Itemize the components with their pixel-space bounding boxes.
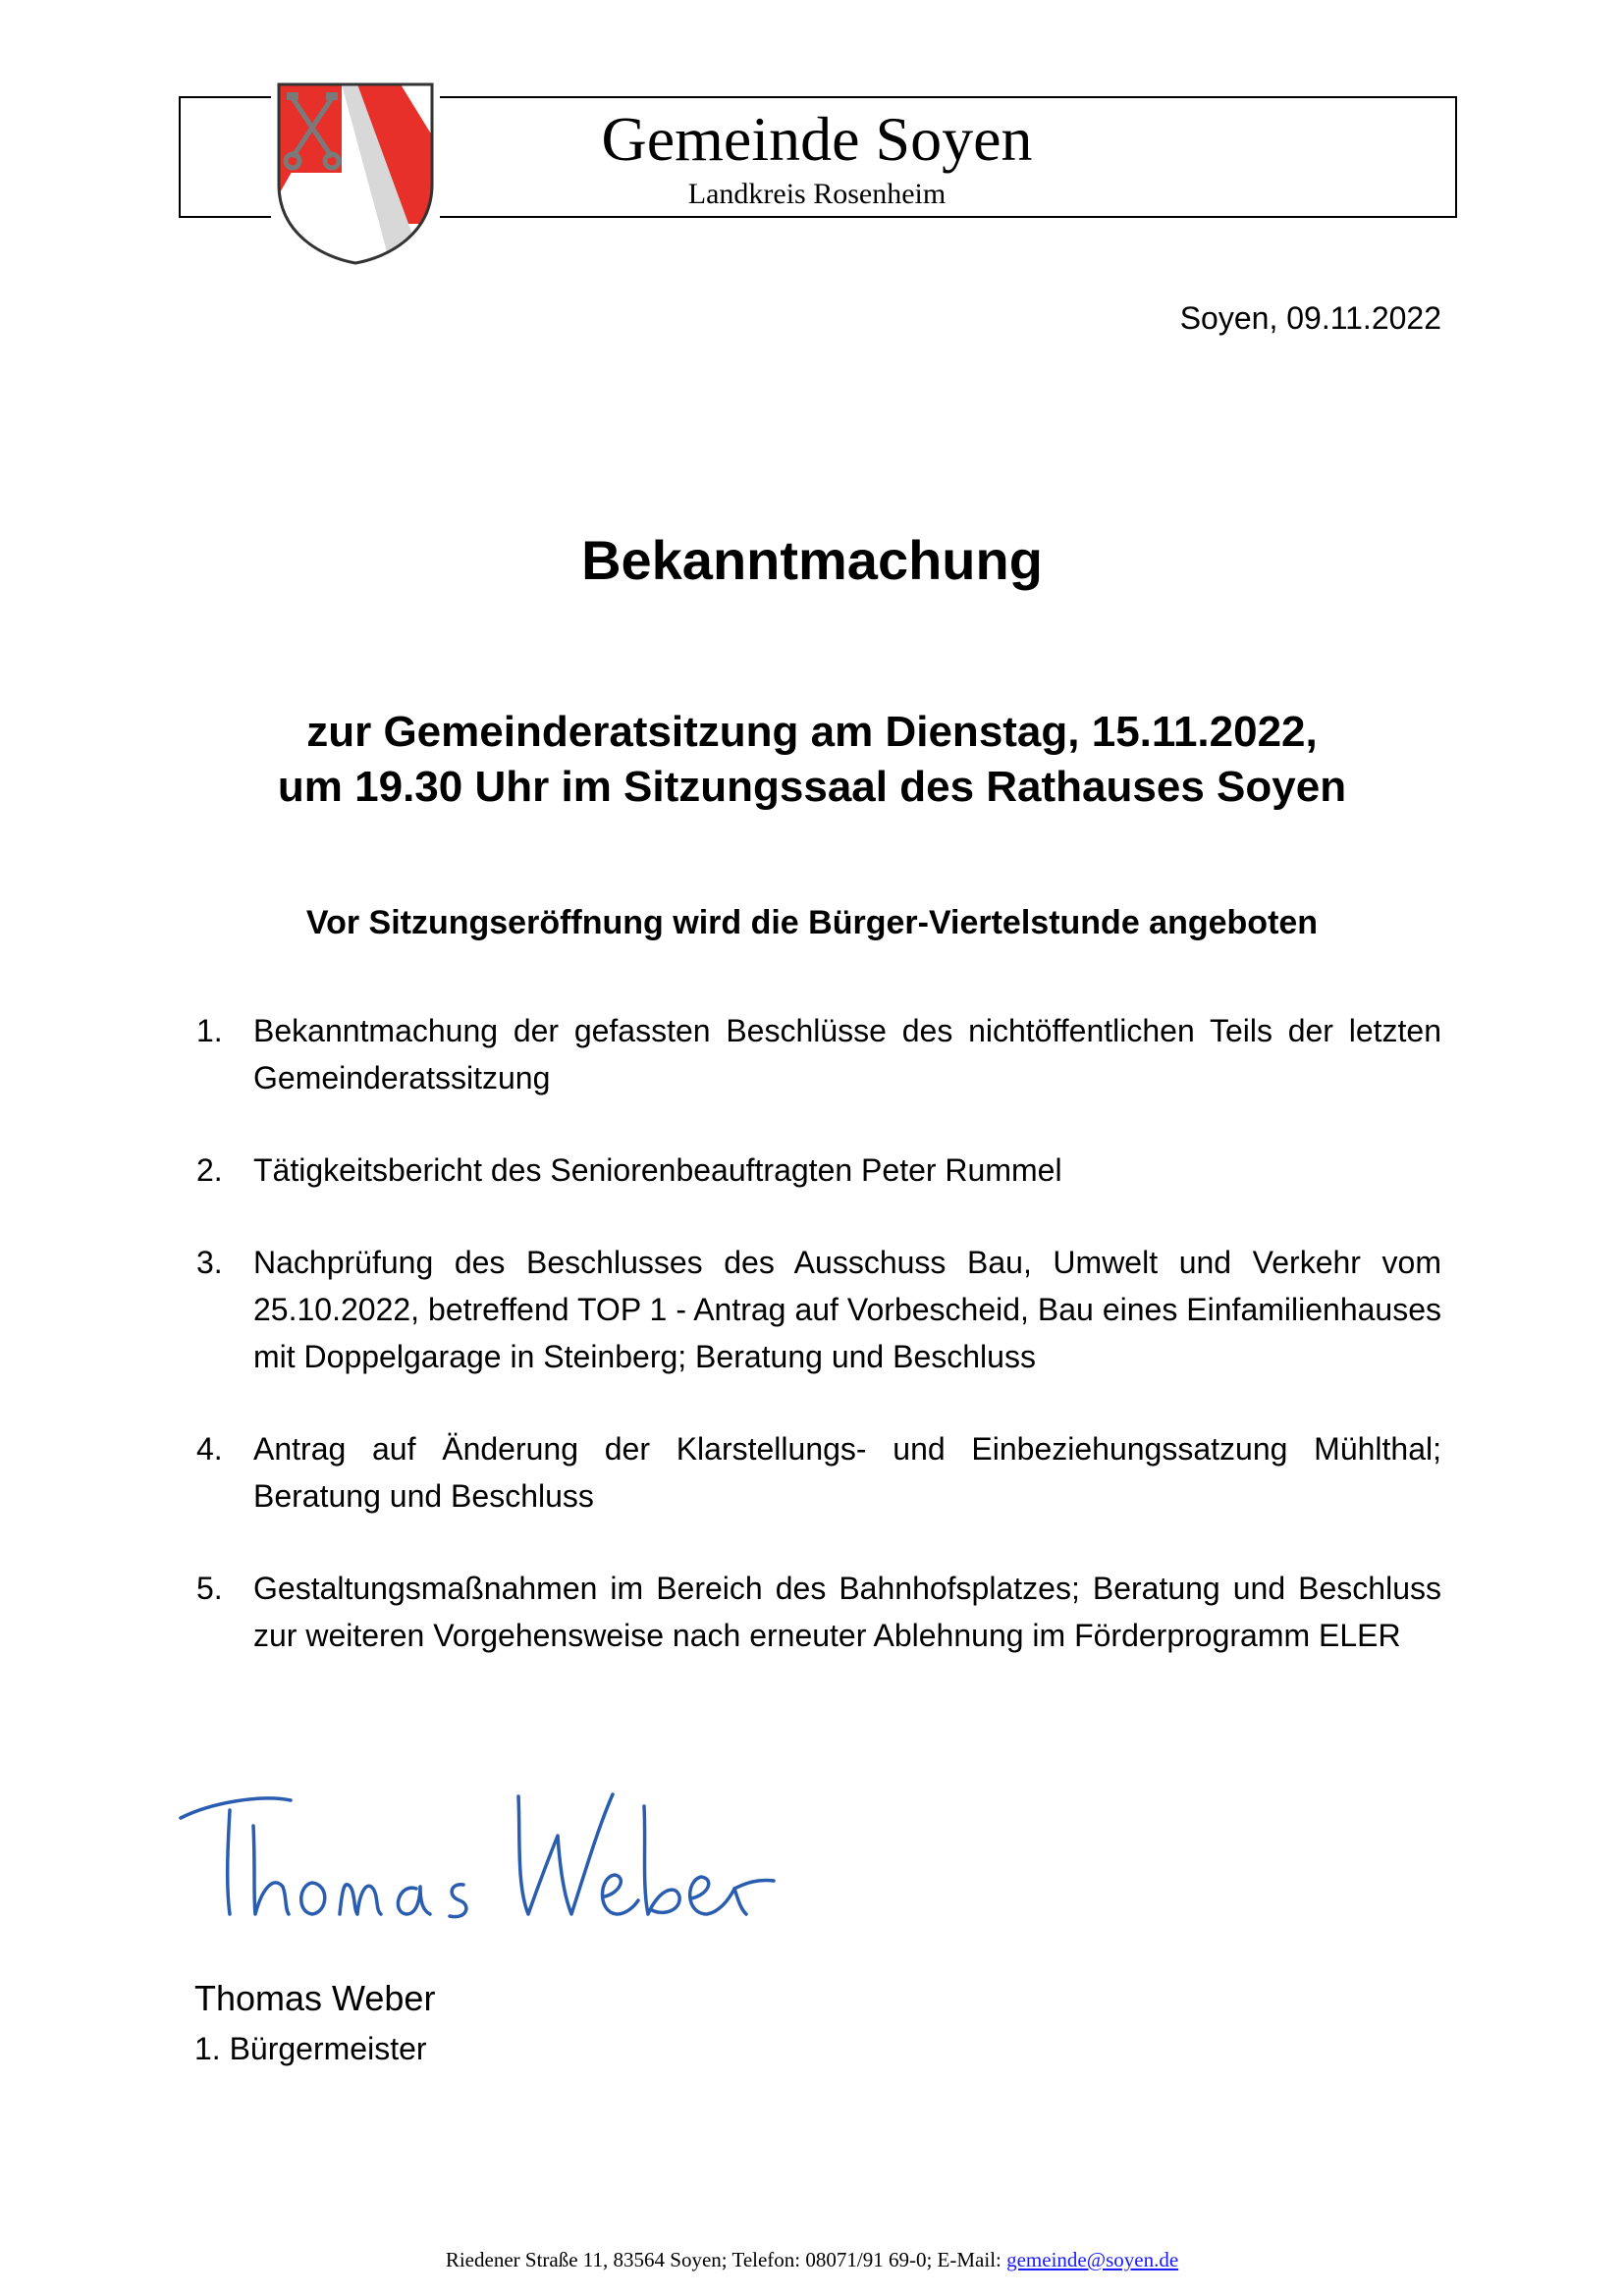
coat-of-arms (271, 77, 440, 267)
agenda-item-text: Tätigkeitsbericht des Seniorenbeauftragten Peter Rummel (253, 1152, 1062, 1188)
agenda-item (196, 1565, 1441, 1659)
agenda-item (196, 1425, 1441, 1520)
agenda-item-text: Antrag auf Änderung der Klarstellungs- und Einbeziehungssatzung Mühlthal; Beratung und Beschluss (253, 1431, 1441, 1514)
agenda-item-number: 1. (196, 1013, 223, 1048)
org-name: Gemeinde Soyen (601, 104, 1033, 174)
date-line: Soyen, 09.11.2022 (1179, 300, 1441, 336)
footer-email-link[interactable]: gemeinde@soyen.de (1006, 2248, 1179, 2271)
agenda-item (196, 1007, 1441, 1101)
agenda-item (196, 1239, 1441, 1380)
subtitle-line-2: um 19.30 Uhr im Sitzungssaal des Rathauses Soyen (277, 763, 1347, 811)
footer-address: Riedener Straße 11, 83564 Soyen; Telefon: 08071/91 69-0; E-Mail: (445, 2248, 1007, 2271)
signer-name: Thomas Weber (194, 1978, 436, 2018)
agenda-item-number: 4. (196, 1431, 223, 1467)
agenda-item-text: Gestaltungsmaßnahmen im Bereich des Bahnhofsplatzes; Beratung und Beschluss zur weiteren Vorgehensweise nach erneuter Ablehnung im Förderprogramm ELER (253, 1571, 1441, 1653)
org-district: Landkreis Rosenheim (687, 178, 947, 210)
agenda-item (196, 1147, 1441, 1194)
agenda-item-number: 5. (196, 1571, 223, 1606)
agenda-item-text: Bekanntmachung der gefassten Beschlüsse des nichtöffentlichen Teils der letzten Gemeinderatssitzung (253, 1013, 1441, 1095)
agenda-item-text: Nachprüfung des Beschlusses des Ausschuss Bau, Umwelt und Verkehr vom 25.10.2022, betreffend TOP 1 - Antrag auf Vorbescheid, Bau eines Einfamilienhauses mit Doppelgarage in Steinberg; Beratung und Beschluss (253, 1245, 1441, 1374)
agenda-list (196, 1007, 1441, 1704)
citizen-hour-note: Vor Sitzungseröffnung wird die Bürger-Viertelstunde angeboten (305, 904, 1319, 941)
footer-contact (0, 2246, 1624, 2273)
document-title: Bekanntmachung (581, 529, 1043, 591)
agenda-item-number: 3. (196, 1245, 223, 1280)
meeting-subtitle (0, 705, 1624, 815)
signer-role: 1. Bürgermeister (194, 2031, 427, 2066)
agenda-item-number: 2. (196, 1152, 223, 1188)
handwritten-signature (173, 1767, 801, 1953)
subtitle-line-1: zur Gemeinderatsitzung am Dienstag, 15.11.2022, (306, 708, 1318, 756)
